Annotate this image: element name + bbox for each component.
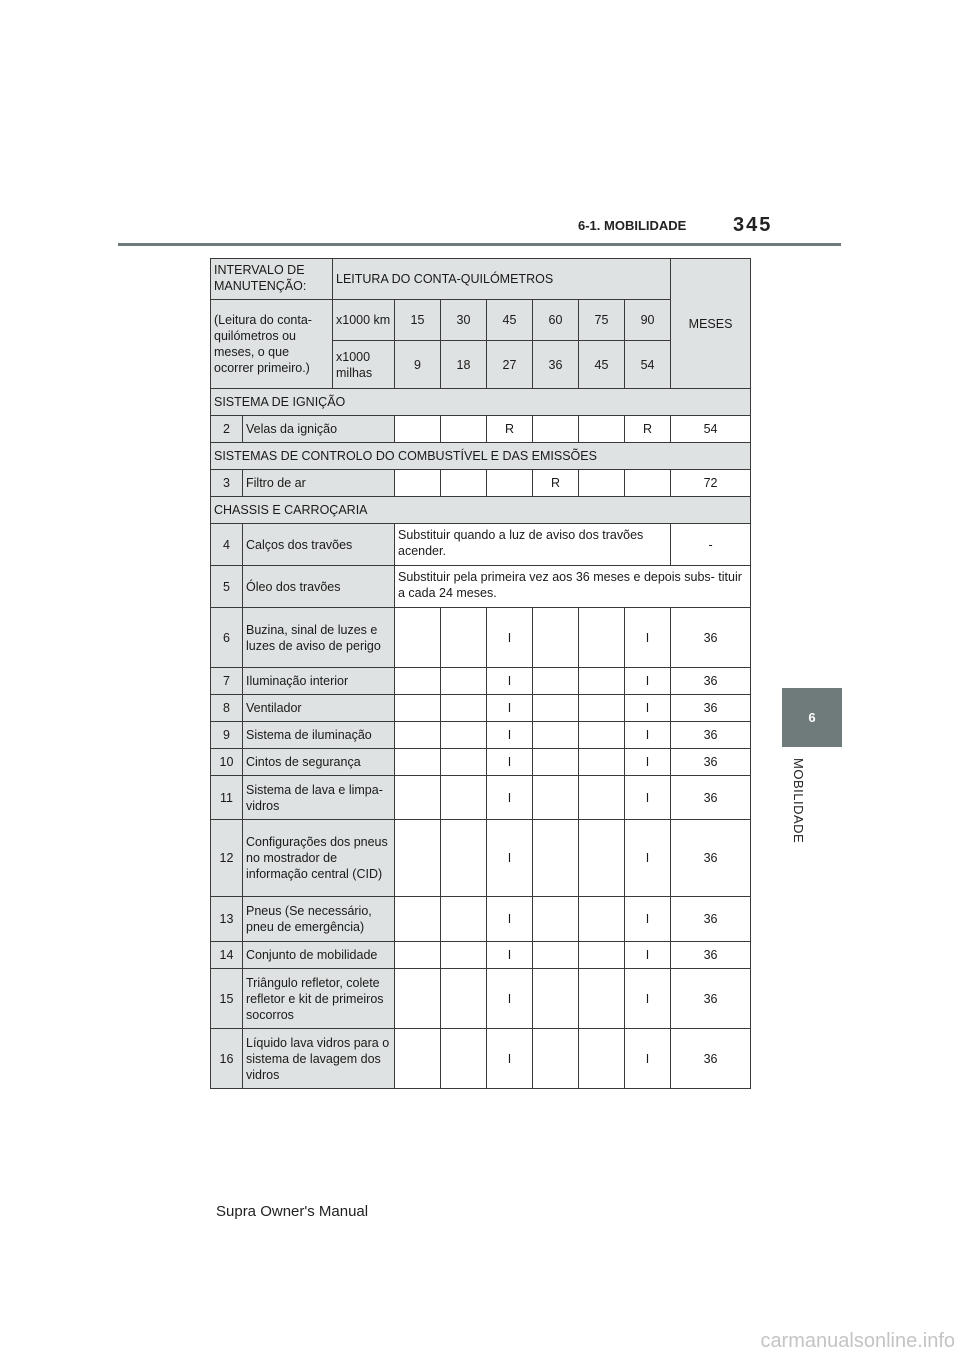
section-heading: CHASSIS E CARROÇARIA xyxy=(211,497,751,524)
table-row xyxy=(211,668,751,695)
section-title: 6-1. MOBILIDADE xyxy=(578,218,687,233)
item-name: Calços dos travões xyxy=(243,524,395,566)
item-number: 5 xyxy=(211,566,243,608)
item-number: 9 xyxy=(211,722,243,749)
miles-value: 54 xyxy=(625,341,671,389)
interval-cell xyxy=(533,820,579,897)
interval-cell xyxy=(533,608,579,668)
interval-cell: I xyxy=(625,668,671,695)
chapter-number: 6 xyxy=(808,710,816,725)
interval-cell xyxy=(579,820,625,897)
item-number: 4 xyxy=(211,524,243,566)
interval-cell xyxy=(395,942,441,969)
interval-cell: I xyxy=(625,820,671,897)
interval-cell xyxy=(579,897,625,942)
interval-cell xyxy=(579,668,625,695)
interval-cell xyxy=(441,1029,487,1089)
interval-header: INTERVALO DE MANUTENÇÃO: xyxy=(211,259,333,300)
interval-cell: I xyxy=(487,776,533,820)
item-name: Cintos de segurança xyxy=(243,749,395,776)
interval-cell xyxy=(533,668,579,695)
miles-value: 36 xyxy=(533,341,579,389)
page-number: 345 xyxy=(733,214,773,236)
interval-cell: I xyxy=(625,722,671,749)
interval-cell: I xyxy=(625,897,671,942)
chapter-label: MOBILIDADE xyxy=(791,758,806,844)
interval-cell: I xyxy=(625,942,671,969)
interval-cell xyxy=(533,749,579,776)
interval-cell: I xyxy=(487,969,533,1029)
months-cell: 54 xyxy=(671,416,751,443)
interval-cell xyxy=(395,416,441,443)
interval-cell xyxy=(395,897,441,942)
interval-cell xyxy=(533,776,579,820)
chapter-tab xyxy=(782,688,842,747)
interval-cell xyxy=(579,776,625,820)
table-row xyxy=(211,566,751,608)
months-cell: 36 xyxy=(671,722,751,749)
interval-cell: I xyxy=(487,695,533,722)
interval-cell xyxy=(395,608,441,668)
interval-cell xyxy=(441,749,487,776)
interval-cell: I xyxy=(487,668,533,695)
table-row xyxy=(211,897,751,942)
km-value: 15 xyxy=(395,300,441,341)
manual-title: Supra Owner's Manual xyxy=(216,1203,369,1220)
months-cell: 72 xyxy=(671,470,751,497)
interval-cell xyxy=(395,749,441,776)
section-row xyxy=(211,389,751,416)
km-value: 60 xyxy=(533,300,579,341)
item-name: Sistema de lava e limpa-vidros xyxy=(243,776,395,820)
months-cell: 36 xyxy=(671,608,751,668)
miles-value: 18 xyxy=(441,341,487,389)
interval-cell: I xyxy=(625,608,671,668)
section-heading: SISTEMAS DE CONTROLO DO COMBUSTÍVEL E DAS EMISSÕES xyxy=(211,443,751,470)
months-cell: 36 xyxy=(671,897,751,942)
interval-cell xyxy=(441,820,487,897)
table-row xyxy=(211,942,751,969)
months-cell: 36 xyxy=(671,942,751,969)
item-number: 15 xyxy=(211,969,243,1029)
item-number: 7 xyxy=(211,668,243,695)
interval-cell xyxy=(441,470,487,497)
interval-cell xyxy=(579,942,625,969)
interval-cell xyxy=(579,416,625,443)
interval-cell: I xyxy=(625,1029,671,1089)
interval-cell xyxy=(441,969,487,1029)
interval-cell: I xyxy=(625,695,671,722)
section-heading: SISTEMA DE IGNIÇÃO xyxy=(211,389,751,416)
miles-value: 45 xyxy=(579,341,625,389)
item-name: Líquido lava vidros para o sistema de lavagem dos vidros xyxy=(243,1029,395,1089)
months-header: MESES xyxy=(671,259,751,389)
item-number: 6 xyxy=(211,608,243,668)
interval-cell xyxy=(533,416,579,443)
km-label: x1000 km xyxy=(333,300,395,341)
interval-cell: I xyxy=(487,1029,533,1089)
interval-cell xyxy=(395,722,441,749)
months-cell: 36 xyxy=(671,776,751,820)
interval-cell xyxy=(441,695,487,722)
interval-cell xyxy=(487,470,533,497)
interval-cell xyxy=(395,776,441,820)
item-name: Conjunto de mobilidade xyxy=(243,942,395,969)
interval-cell xyxy=(395,969,441,1029)
interval-cell: R xyxy=(625,416,671,443)
interval-cell xyxy=(441,668,487,695)
km-value: 90 xyxy=(625,300,671,341)
item-name: Filtro de ar xyxy=(243,470,395,497)
item-number: 14 xyxy=(211,942,243,969)
table-row xyxy=(211,470,751,497)
item-name: Ventilador xyxy=(243,695,395,722)
section-row xyxy=(211,443,751,470)
interval-cell xyxy=(441,416,487,443)
item-name: Triângulo refletor, colete refletor e kit de primeiros socorros xyxy=(243,969,395,1029)
interval-cell: I xyxy=(487,942,533,969)
interval-cell: I xyxy=(487,749,533,776)
interval-cell xyxy=(579,470,625,497)
maintenance-table xyxy=(210,258,751,1089)
km-value: 75 xyxy=(579,300,625,341)
item-number: 3 xyxy=(211,470,243,497)
watermark: carmanualsonline.info xyxy=(760,1330,955,1352)
item-number: 8 xyxy=(211,695,243,722)
table-row xyxy=(211,608,751,668)
months-cell: 36 xyxy=(671,749,751,776)
months-cell: 36 xyxy=(671,695,751,722)
miles-value: 9 xyxy=(395,341,441,389)
months-cell: 36 xyxy=(671,969,751,1029)
interval-cell xyxy=(395,1029,441,1089)
interval-cell xyxy=(533,969,579,1029)
interval-cell xyxy=(441,608,487,668)
miles-label: x1000 milhas xyxy=(333,341,395,389)
item-name: Sistema de iluminação xyxy=(243,722,395,749)
miles-value: 27 xyxy=(487,341,533,389)
item-number: 13 xyxy=(211,897,243,942)
item-name: Buzina, sinal de luzes e luzes de aviso de perigo xyxy=(243,608,395,668)
interval-cell xyxy=(395,470,441,497)
item-name: Configurações dos pneus no mostrador de informação central (CID) xyxy=(243,820,395,897)
interval-cell: R xyxy=(533,470,579,497)
interval-note: (Leitura do conta-quilómetros ou meses, o que ocorrer primeiro.) xyxy=(211,300,333,389)
interval-cell xyxy=(395,668,441,695)
header-row xyxy=(211,259,751,300)
section-row xyxy=(211,497,751,524)
table-row xyxy=(211,1029,751,1089)
table-row xyxy=(211,695,751,722)
interval-cell xyxy=(579,969,625,1029)
table-row xyxy=(211,416,751,443)
interval-cell: R xyxy=(487,416,533,443)
interval-cell xyxy=(533,1029,579,1089)
table-row xyxy=(211,776,751,820)
interval-cell xyxy=(579,608,625,668)
table-row xyxy=(211,969,751,1029)
months-cell: 36 xyxy=(671,1029,751,1089)
interval-cell xyxy=(441,776,487,820)
interval-cell xyxy=(441,897,487,942)
item-name: Iluminação interior xyxy=(243,668,395,695)
item-name: Óleo dos travões xyxy=(243,566,395,608)
item-name: Pneus (Se necessário, pneu de emergência) xyxy=(243,897,395,942)
interval-cell xyxy=(441,942,487,969)
header-divider xyxy=(118,243,841,246)
interval-cell xyxy=(533,695,579,722)
interval-cell: I xyxy=(625,749,671,776)
item-note: Substituir pela primeira vez aos 36 meses e depois subs- tituir a cada 24 meses. xyxy=(395,566,751,608)
table-row xyxy=(211,524,751,566)
km-value: 30 xyxy=(441,300,487,341)
months-cell: - xyxy=(671,524,751,566)
interval-cell: I xyxy=(487,820,533,897)
interval-cell: I xyxy=(625,969,671,1029)
interval-cell xyxy=(395,695,441,722)
odometer-header: LEITURA DO CONTA-QUILÓMETROS xyxy=(333,259,671,300)
interval-cell: I xyxy=(487,608,533,668)
table-row xyxy=(211,749,751,776)
interval-cell: I xyxy=(487,897,533,942)
table-row xyxy=(211,722,751,749)
item-number: 12 xyxy=(211,820,243,897)
item-name: Velas da ignição xyxy=(243,416,395,443)
interval-cell xyxy=(625,470,671,497)
interval-cell xyxy=(533,897,579,942)
table-row xyxy=(211,820,751,897)
item-number: 11 xyxy=(211,776,243,820)
km-row xyxy=(211,300,751,341)
km-value: 45 xyxy=(487,300,533,341)
interval-cell xyxy=(395,820,441,897)
interval-cell xyxy=(579,1029,625,1089)
interval-cell: I xyxy=(625,776,671,820)
interval-cell: I xyxy=(487,722,533,749)
months-cell: 36 xyxy=(671,668,751,695)
months-cell: 36 xyxy=(671,820,751,897)
interval-cell xyxy=(533,722,579,749)
interval-cell xyxy=(533,942,579,969)
interval-cell xyxy=(579,749,625,776)
interval-cell xyxy=(441,722,487,749)
interval-cell xyxy=(579,722,625,749)
item-note: Substituir quando a luz de aviso dos travões acender. xyxy=(395,524,671,566)
item-number: 2 xyxy=(211,416,243,443)
item-number: 10 xyxy=(211,749,243,776)
item-number: 16 xyxy=(211,1029,243,1089)
interval-cell xyxy=(579,695,625,722)
